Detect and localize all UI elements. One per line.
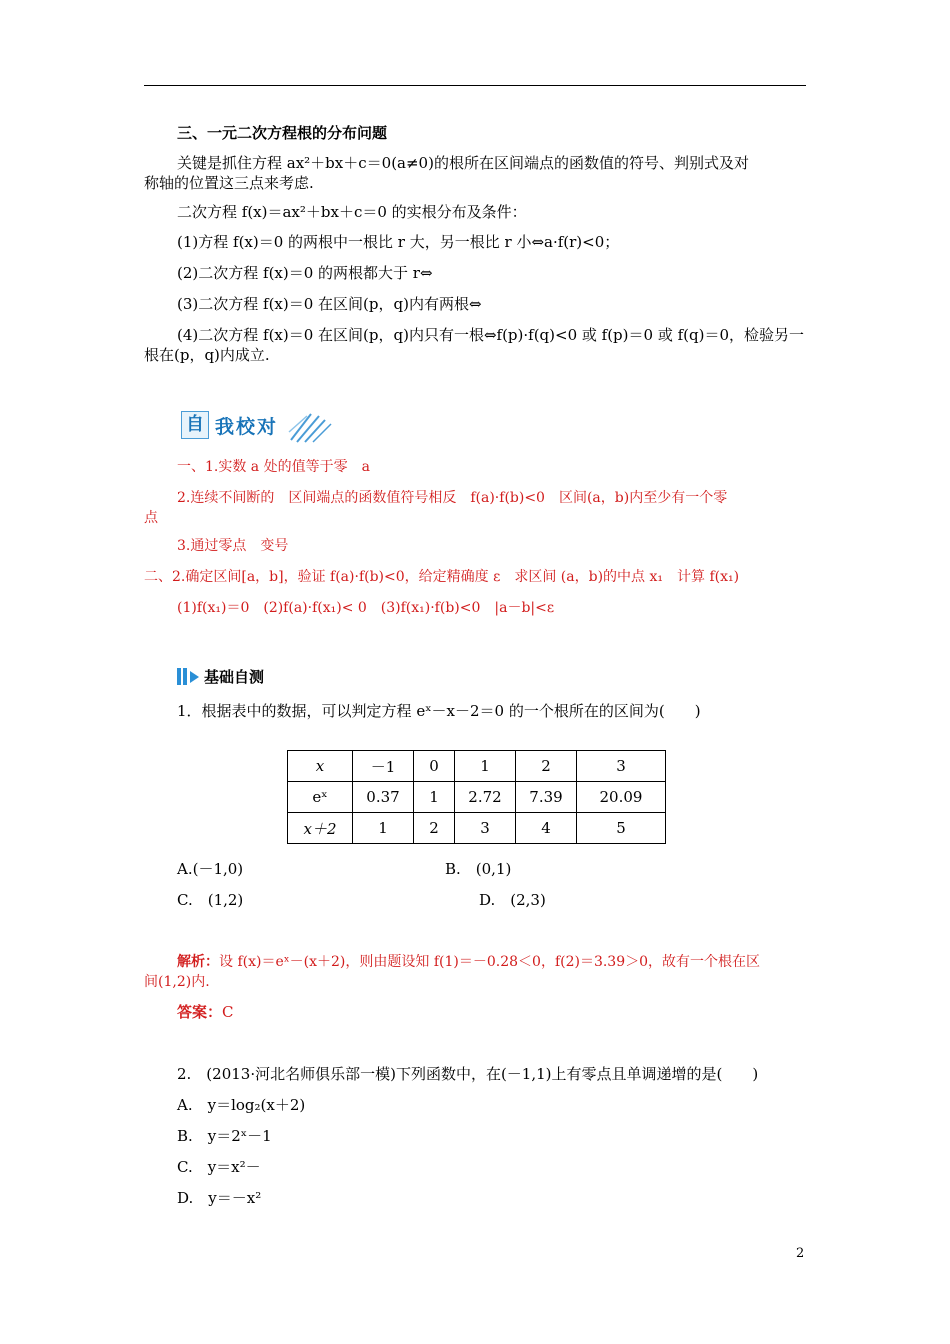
answer-value: C bbox=[222, 1003, 234, 1021]
header-rule bbox=[144, 85, 806, 86]
answer-line: 2.连续不间断的 区间端点的函数值符号相反 f(a)·f(b)<0 区间(a，b)内至少有一个零 bbox=[177, 490, 728, 506]
analysis-line: 间(1,2)内. bbox=[144, 974, 210, 990]
paragraph-line: 二次方程 f(x)＝ax²＋bx＋c＝0 的实根分布及条件： bbox=[177, 203, 527, 221]
table-cell: 2 bbox=[414, 813, 455, 844]
option-c: C. y＝x²－ bbox=[177, 1158, 261, 1176]
list-item: (3)二次方程 f(x)＝0 在区间(p，q)内有两根⇔ bbox=[177, 295, 482, 313]
table-cell: x bbox=[288, 751, 353, 782]
answer-label: 答案： bbox=[177, 1003, 223, 1021]
table-cell: 1 bbox=[353, 813, 414, 844]
table-cell: 3 bbox=[577, 751, 666, 782]
bar-icon bbox=[183, 668, 187, 685]
table-cell: 1 bbox=[414, 782, 455, 813]
option-c: C. (1,2) bbox=[177, 891, 244, 909]
option-d: D. y＝－x² bbox=[177, 1189, 262, 1207]
analysis-label: 解析： bbox=[177, 954, 219, 970]
badge-label: 我校对 bbox=[215, 416, 279, 438]
table-cell: 0.37 bbox=[353, 782, 414, 813]
table-cell: 20.09 bbox=[577, 782, 666, 813]
option-d: D. (2,3) bbox=[479, 891, 546, 909]
table-row bbox=[288, 751, 666, 782]
table-cell: eˣ bbox=[288, 782, 353, 813]
analysis-line bbox=[177, 951, 806, 973]
triangle-icon bbox=[190, 671, 199, 683]
table-cell: 2 bbox=[516, 751, 577, 782]
option-a: A. y＝log₂(x＋2) bbox=[177, 1096, 306, 1114]
paragraph-line: 关键是抓住方程 ax²＋bx＋c＝0(a≠0)的根所在区间端点的函数值的符号、判别式及对 bbox=[177, 154, 749, 172]
question-stem: 1．根据表中的数据，可以判定方程 eˣ－x－2＝0 的一个根所在的区间为( ) bbox=[177, 702, 701, 720]
self-check-badge bbox=[177, 406, 337, 444]
answer-line: 二、2.确定区间[a，b]，验证 f(a)·f(b)<0，给定精确度 ε 求区间 (a，b)的中点 x₁ 计算 f(x₁) bbox=[144, 569, 740, 585]
option-a: A.(－1,0) bbox=[177, 860, 244, 878]
data-table bbox=[287, 750, 666, 844]
question-stem: 2. (2013·河北名师俱乐部一模)下列函数中，在(－1,1)上有零点且单调递增的是( ) bbox=[177, 1065, 759, 1083]
table-cell: x＋2 bbox=[288, 813, 353, 844]
basic-test-title: 基础自测 bbox=[204, 668, 265, 686]
paragraph-line: 称轴的位置这三点来考虑. bbox=[144, 174, 314, 192]
analysis-text: 设 f(x)＝eˣ－(x＋2)，则由题设知 f(1)＝－0.28＜0，f(2)＝3.39＞0，故有一个根在区 bbox=[219, 954, 761, 970]
table-cell: 4 bbox=[516, 813, 577, 844]
section-heading: 三、一元二次方程根的分布问题 bbox=[177, 124, 388, 142]
badge-icon: 自 bbox=[181, 411, 209, 439]
table-cell: －1 bbox=[353, 751, 414, 782]
table-cell: 3 bbox=[455, 813, 516, 844]
table-cell: 0 bbox=[414, 751, 455, 782]
option-b: B. (0,1) bbox=[445, 860, 512, 878]
swoosh-icon bbox=[287, 410, 335, 444]
list-item: (4)二次方程 f(x)＝0 在区间(p，q)内只有一根⇔f(p)·f(q)<0 或 f(p)＝0 或 f(q)＝0，检验另一 bbox=[177, 326, 804, 344]
list-item: (2)二次方程 f(x)＝0 的两根都大于 r⇔ bbox=[177, 264, 433, 282]
table-cell: 5 bbox=[577, 813, 666, 844]
option-b: B. y＝2ˣ－1 bbox=[177, 1127, 272, 1145]
table-cell: 7.39 bbox=[516, 782, 577, 813]
answer-line: 3.通过零点 变号 bbox=[177, 538, 289, 554]
table-row bbox=[288, 813, 666, 844]
answer-line: 点 bbox=[144, 510, 158, 526]
answer-line: 一、1.实数 a 处的值等于零 a bbox=[177, 459, 370, 475]
page-number: 2 bbox=[796, 1246, 805, 1261]
table-cell: 1 bbox=[455, 751, 516, 782]
bar-icon bbox=[177, 668, 181, 685]
list-item: 根在(p，q)内成立. bbox=[144, 346, 270, 364]
table-cell: 2.72 bbox=[455, 782, 516, 813]
answer-row bbox=[177, 1001, 806, 1023]
table-row bbox=[288, 782, 666, 813]
answer-line: (1)f(x₁)＝0 (2)f(a)·f(x₁)< 0 (3)f(x₁)·f(b)<0 |a－b|<ε bbox=[177, 600, 555, 616]
list-item: (1)方程 f(x)＝0 的两根中一根比 r 大，另一根比 r 小⇔a·f(r)<0； bbox=[177, 233, 620, 251]
